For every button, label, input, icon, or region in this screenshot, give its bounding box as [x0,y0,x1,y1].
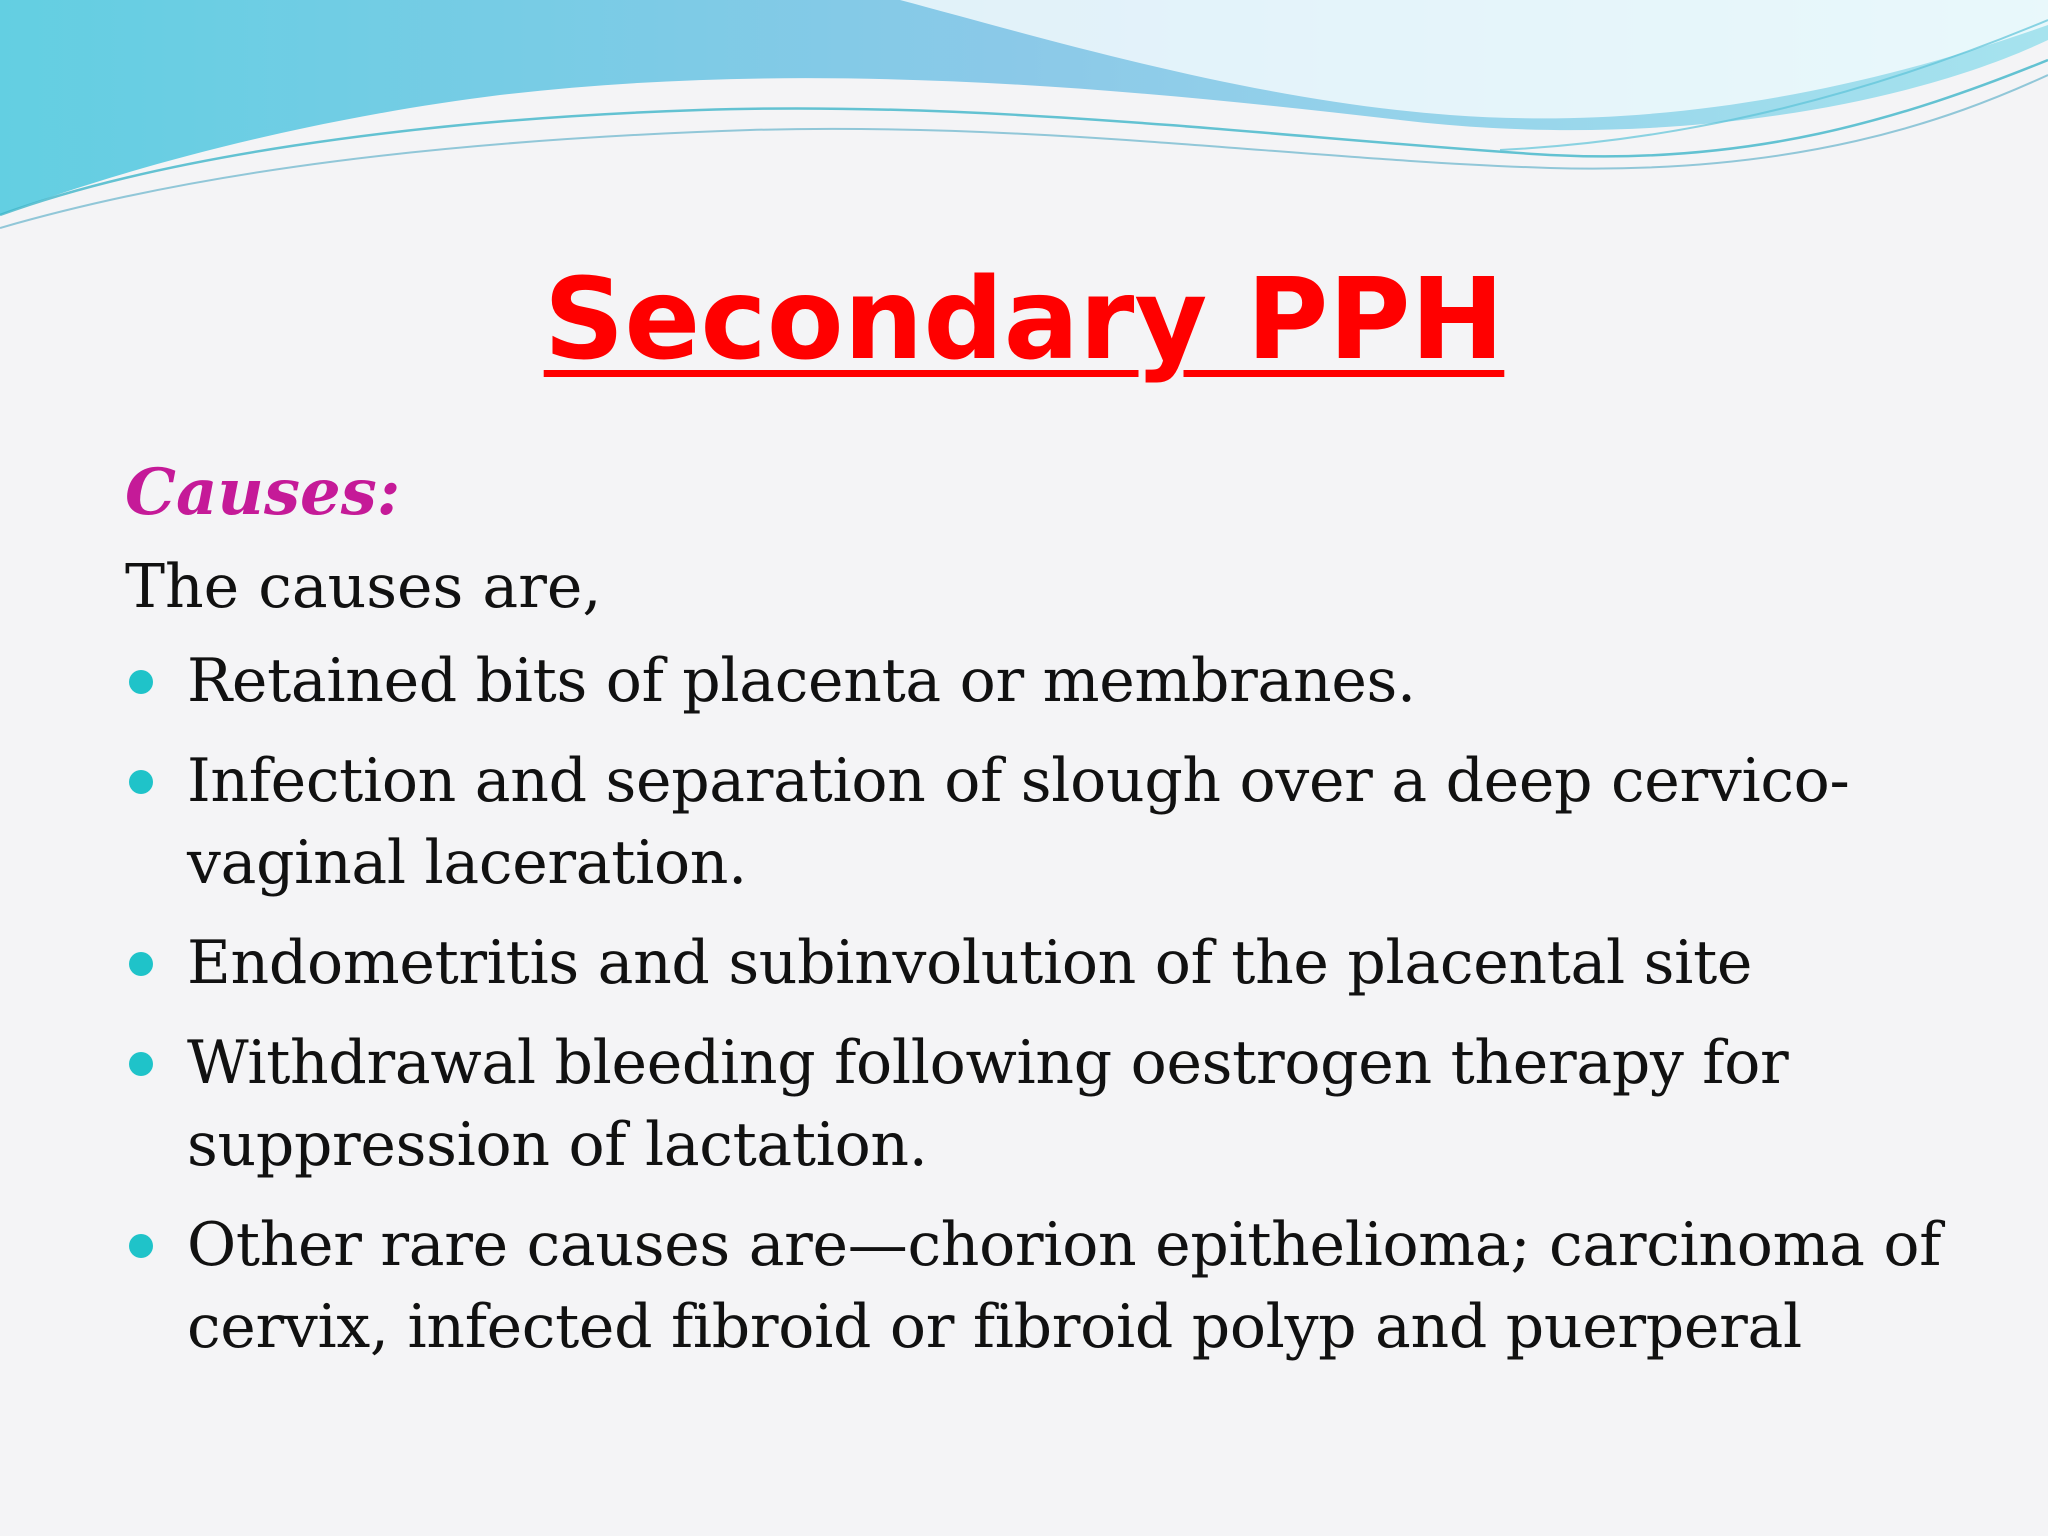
bullet-icon [129,670,153,694]
decorative-wave-header [0,0,2048,260]
intro-text: The causes are, [125,552,602,622]
causes-list [125,640,1945,1368]
causes-heading: Causes: [125,455,401,530]
list-item-text: Endometritis and subinvolution of the placental site [187,928,1753,998]
bullet-icon [129,952,153,976]
list-item [125,922,1945,1004]
bullet-icon [129,770,153,794]
list-item-text: Withdrawal bleeding following oestrogen therapy for suppression of lactation. [187,1028,1789,1180]
slide-title: Secondary PPH [543,255,1505,385]
slide-content [125,448,1945,1386]
bullet-icon [129,1234,153,1258]
list-item [125,640,1945,722]
list-item [125,1204,1945,1368]
list-item-text: Other rare causes are—chorion epithelioma; carcinoma of cervix, infected fibroid or fibroid polyp and puerperal [187,1210,1942,1362]
list-item [125,1022,1945,1186]
bullet-icon [129,1052,153,1076]
list-item-text: Infection and separation of slough over a deep cervico-vaginal laceration. [187,746,1850,898]
list-item [125,740,1945,904]
list-item-text: Retained bits of placenta or membranes. [187,646,1416,716]
